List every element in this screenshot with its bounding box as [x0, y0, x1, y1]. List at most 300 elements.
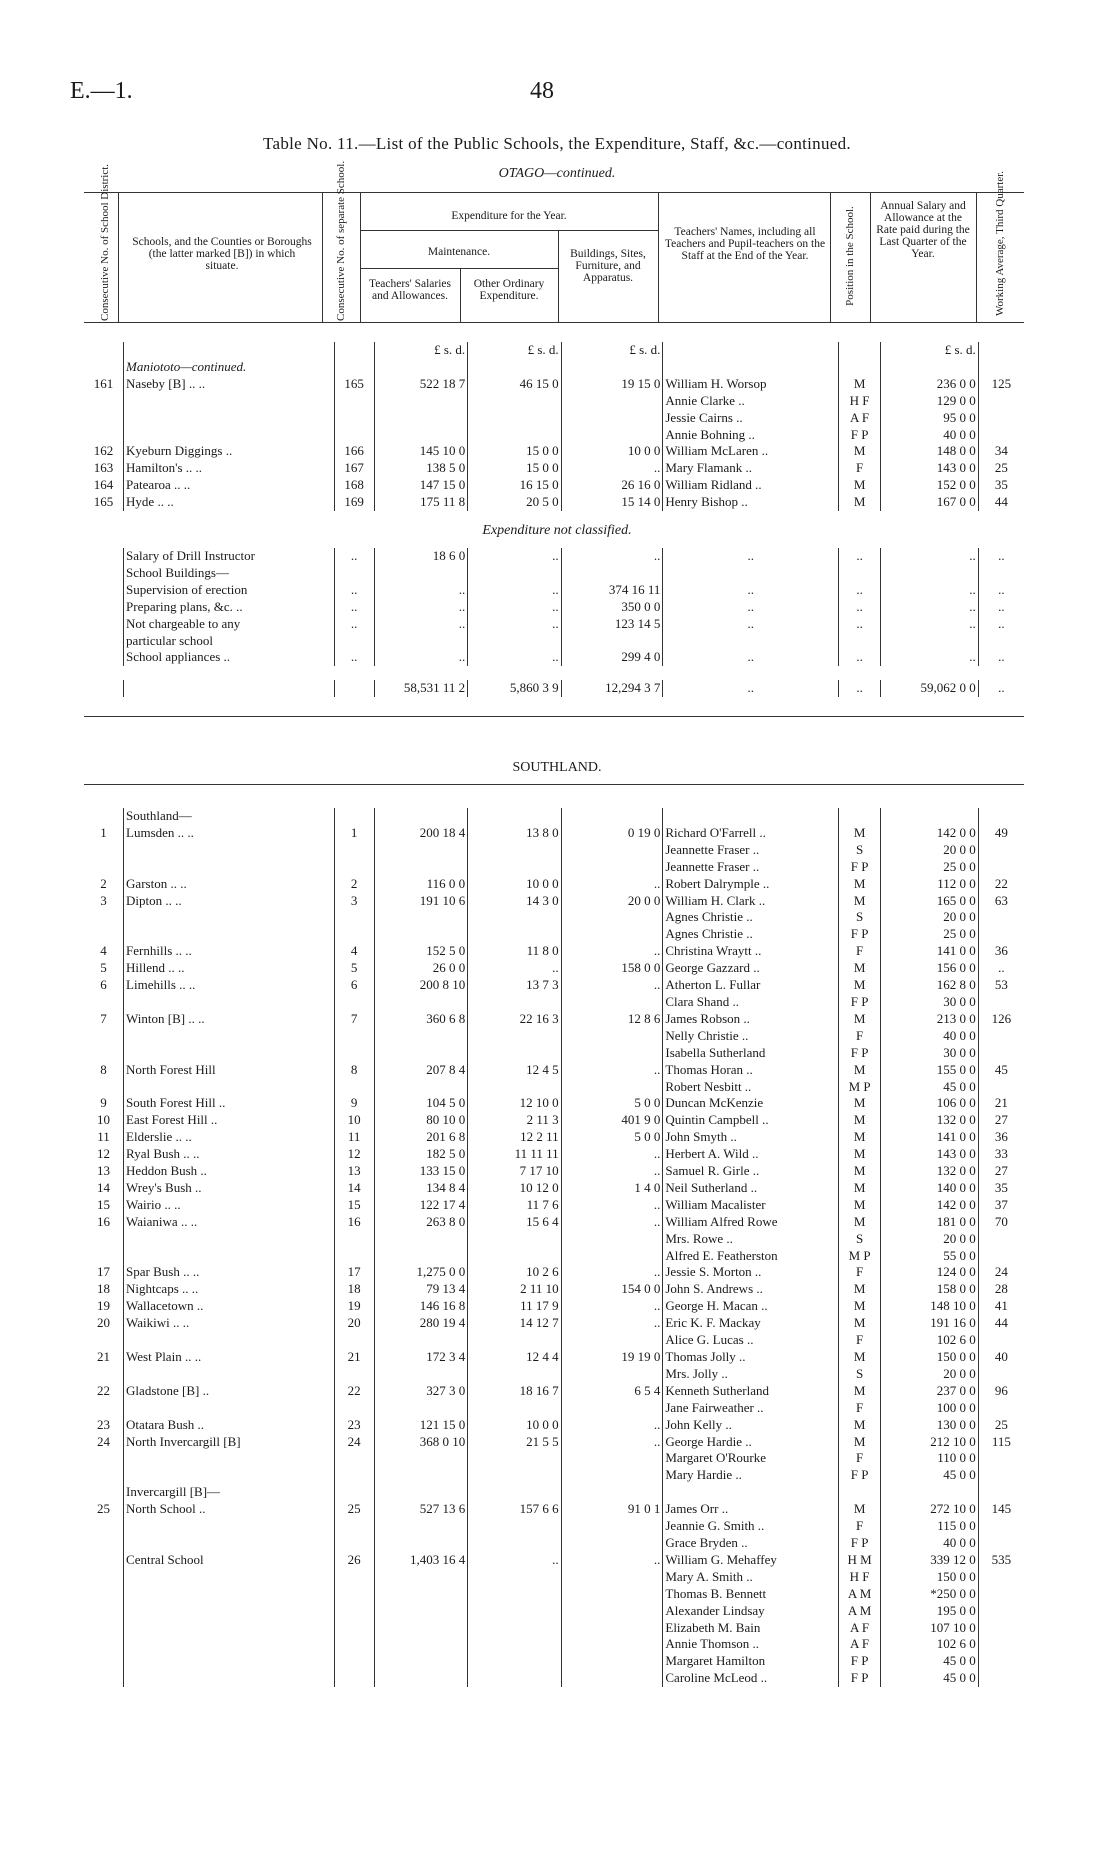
teacher-name: Neil Sutherland ..	[663, 1180, 839, 1197]
buildings: 15 14 0	[561, 494, 663, 511]
other-expenditure	[468, 1535, 561, 1552]
district-no: 163	[93, 460, 114, 476]
table-row	[84, 393, 1024, 410]
school-no	[334, 994, 374, 1011]
attendance: ..	[998, 598, 1005, 614]
school-no	[334, 1670, 374, 1687]
other-expenditure	[468, 1231, 561, 1248]
other-expenditure: 21 5 5	[468, 1434, 561, 1451]
teacher-name: Jeannie G. Smith ..	[663, 1518, 839, 1535]
school-no	[334, 859, 374, 876]
page-number: 48	[530, 78, 554, 104]
school-name: Southland—	[124, 808, 335, 825]
school-name: Fernhills .. ..	[124, 943, 335, 960]
school-name: Kyeburn Diggings ..	[124, 443, 335, 460]
school-no	[334, 1636, 374, 1653]
other-expenditure	[468, 909, 561, 926]
annual-salary: 142 0 0	[881, 825, 979, 842]
attendance	[978, 1535, 1024, 1552]
attendance	[978, 1569, 1024, 1586]
otago-table	[84, 342, 1024, 511]
buildings	[561, 1045, 663, 1062]
buildings: 5 0 0	[561, 1095, 663, 1112]
position: H F	[839, 393, 881, 410]
buildings: 401 9 0	[561, 1112, 663, 1129]
misc-table	[84, 548, 1024, 666]
teacher-name: Herbert A. Wild ..	[663, 1146, 839, 1163]
district-no: 161	[93, 375, 114, 391]
school-name	[124, 909, 335, 926]
salaries	[374, 393, 467, 410]
buildings	[561, 909, 663, 926]
teacher-name: Grace Bryden ..	[663, 1535, 839, 1552]
salaries	[374, 427, 467, 444]
salaries: 122 17 4	[374, 1197, 467, 1214]
other-expenditure: 22 16 3	[468, 1011, 561, 1028]
header-teachers: Teachers' Names, including all Teachers and Pupil-teachers on the Staff at the End of the Year.	[664, 226, 826, 262]
district-no	[84, 565, 124, 582]
position: S	[839, 1231, 881, 1248]
buildings	[561, 926, 663, 943]
table-row	[84, 1366, 1024, 1383]
position: S	[839, 1366, 881, 1383]
total-salaries: 58,531 11 2	[374, 680, 467, 697]
buildings	[561, 994, 663, 1011]
salaries	[374, 359, 467, 376]
annual-salary: 143 0 0	[881, 460, 979, 477]
annual-salary: 45 0 0	[881, 1670, 979, 1687]
position: ..	[839, 599, 881, 616]
other-expenditure: 12 4 5	[468, 1062, 561, 1079]
annual-salary: 150 0 0	[881, 1349, 979, 1366]
annual-salary: ..	[881, 582, 979, 599]
table-row	[84, 1501, 1024, 1518]
salaries	[374, 1484, 467, 1501]
district-no	[84, 599, 124, 616]
buildings	[561, 1400, 663, 1417]
position: M	[839, 1163, 881, 1180]
other-expenditure	[468, 427, 561, 444]
attendance	[978, 1400, 1024, 1417]
teacher-name: Isabella Sutherland	[663, 1045, 839, 1062]
annual-salary: 130 0 0	[881, 1417, 979, 1434]
school-name: Nightcaps .. ..	[124, 1281, 335, 1298]
other-expenditure	[468, 1484, 561, 1501]
other-expenditure	[468, 1332, 561, 1349]
school-name: Otatara Bush ..	[124, 1417, 335, 1434]
salaries: 263 8 0	[374, 1214, 467, 1231]
district-no: 162	[93, 443, 114, 459]
other-expenditure: ..	[468, 616, 561, 633]
buildings: ..	[561, 1197, 663, 1214]
salaries: 360 6 8	[374, 1011, 467, 1028]
teacher-name: Annie Clarke ..	[663, 393, 839, 410]
district-no: 9	[100, 1095, 107, 1111]
total-position: ..	[839, 680, 881, 697]
other-expenditure: 18 16 7	[468, 1383, 561, 1400]
buildings: 5 0 0	[561, 1129, 663, 1146]
attendance: 96	[994, 1382, 1008, 1398]
position: ..	[839, 582, 881, 599]
school-no: 12	[334, 1146, 374, 1163]
school-no: 17	[334, 1264, 374, 1281]
district-no: 5	[100, 960, 107, 976]
district-no: 18	[97, 1281, 111, 1297]
table-row	[84, 1670, 1024, 1687]
salaries	[374, 1653, 467, 1670]
attendance: 27	[994, 1112, 1008, 1128]
school-name: Elderslie .. ..	[124, 1129, 335, 1146]
school-no: 2	[334, 876, 374, 893]
table-row	[84, 1231, 1024, 1248]
annual-salary: 102 6 0	[881, 1332, 979, 1349]
school-name: North Invercargill [B]	[124, 1434, 335, 1451]
salaries: 200 8 10	[374, 977, 467, 994]
buildings: 299 4 0	[561, 649, 663, 666]
teacher-name: William H. Clark ..	[663, 893, 839, 910]
teacher-name: Jane Fairweather ..	[663, 1400, 839, 1417]
table-row	[84, 1281, 1024, 1298]
position: S	[839, 909, 881, 926]
salaries: 18 6 0	[374, 548, 467, 565]
annual-salary: 110 0 0	[881, 1450, 979, 1467]
teacher-name: Quintin Campbell ..	[663, 1112, 839, 1129]
district-no	[84, 1603, 124, 1620]
total-other: 5,860 3 9	[468, 680, 561, 697]
annual-salary: 55 0 0	[881, 1248, 979, 1265]
school-no: 15	[334, 1197, 374, 1214]
teacher-name: George H. Macan ..	[663, 1298, 839, 1315]
salaries: 134 8 4	[374, 1180, 467, 1197]
salaries	[374, 1569, 467, 1586]
teacher-name: Mrs. Jolly ..	[663, 1366, 839, 1383]
other-expenditure	[468, 410, 561, 427]
school-no	[334, 1484, 374, 1501]
attendance	[978, 1518, 1024, 1535]
position: F P	[839, 1670, 881, 1687]
attendance: 40	[994, 1349, 1008, 1364]
district-no	[84, 926, 124, 943]
district-no: 23	[97, 1416, 111, 1432]
teacher-name: Thomas Horan ..	[663, 1062, 839, 1079]
district-no	[84, 649, 124, 666]
attendance: 21	[994, 1095, 1008, 1111]
annual-salary: 112 0 0	[881, 876, 979, 893]
district-no	[84, 808, 124, 825]
school-name: Invercargill [B]—	[124, 1484, 335, 1501]
salaries: 147 15 0	[374, 477, 467, 494]
other-expenditure	[468, 1366, 561, 1383]
school-name	[124, 1620, 335, 1637]
attendance	[978, 808, 1024, 825]
position: M	[839, 1434, 881, 1451]
other-expenditure: ..	[468, 1552, 561, 1569]
school-name	[124, 926, 335, 943]
salaries	[374, 1400, 467, 1417]
attendance: ..	[998, 960, 1005, 976]
school-no: 11	[334, 1129, 374, 1146]
attendance	[978, 1079, 1024, 1096]
units-row	[84, 342, 1024, 359]
district-no	[84, 1620, 124, 1637]
attendance	[978, 359, 1024, 376]
table-row	[84, 1518, 1024, 1535]
attendance	[978, 1484, 1024, 1501]
teacher-name: Elizabeth M. Bain	[663, 1620, 839, 1637]
position: H M	[839, 1552, 881, 1569]
annual-salary: 132 0 0	[881, 1112, 979, 1129]
annual-salary: ..	[881, 548, 979, 565]
other-expenditure: 12 4 4	[468, 1349, 561, 1366]
buildings: ..	[561, 1315, 663, 1332]
position: M	[839, 1315, 881, 1332]
other-expenditure: 14 12 7	[468, 1315, 561, 1332]
attendance: 36	[994, 943, 1008, 959]
other-expenditure: 11 8 0	[468, 943, 561, 960]
position: M	[839, 1383, 881, 1400]
district-no: 1	[100, 824, 107, 840]
attendance: 22	[994, 875, 1008, 891]
salaries	[374, 410, 467, 427]
school-name	[124, 1670, 335, 1687]
attendance: 34	[994, 443, 1008, 459]
school-no	[334, 410, 374, 427]
table-row	[84, 1332, 1024, 1349]
table-row	[84, 1603, 1024, 1620]
teacher-name: Jessie Cairns ..	[663, 410, 839, 427]
teacher-name: Henry Bishop ..	[663, 494, 839, 511]
school-no: 6	[334, 977, 374, 994]
school-name: Not chargeable to any	[124, 616, 335, 633]
annual-salary	[881, 565, 979, 582]
salaries	[374, 1636, 467, 1653]
salaries: 138 5 0	[374, 460, 467, 477]
table-row	[84, 1028, 1024, 1045]
position: M	[839, 477, 881, 494]
annual-salary: 195 0 0	[881, 1603, 979, 1620]
attendance: 37	[994, 1196, 1008, 1212]
buildings	[561, 1636, 663, 1653]
salaries	[374, 1535, 467, 1552]
teacher-name: James Orr ..	[663, 1501, 839, 1518]
table-row	[84, 599, 1024, 616]
buildings	[561, 1535, 663, 1552]
position: A M	[839, 1586, 881, 1603]
buildings	[561, 1366, 663, 1383]
school-name: Salary of Drill Instructor	[124, 548, 335, 565]
table-row	[84, 477, 1024, 494]
other-expenditure	[468, 633, 561, 650]
position	[839, 633, 881, 650]
school-no	[334, 1028, 374, 1045]
table-row	[84, 427, 1024, 444]
table-row	[84, 494, 1024, 511]
attendance: 35	[994, 477, 1008, 493]
school-no	[334, 842, 374, 859]
annual-salary: 143 0 0	[881, 1146, 979, 1163]
table-row	[84, 1434, 1024, 1451]
school-no	[334, 1569, 374, 1586]
attendance: 63	[994, 892, 1008, 908]
school-no: 19	[334, 1298, 374, 1315]
other-expenditure: 11 17 9	[468, 1298, 561, 1315]
buildings	[561, 565, 663, 582]
salaries	[374, 859, 467, 876]
other-expenditure	[468, 1518, 561, 1535]
teacher-name: Nelly Christie ..	[663, 1028, 839, 1045]
annual-salary: 20 0 0	[881, 1231, 979, 1248]
district-no: 7	[100, 1010, 107, 1026]
other-expenditure	[468, 393, 561, 410]
position: M	[839, 1417, 881, 1434]
buildings	[561, 1518, 663, 1535]
attendance: 145	[991, 1501, 1012, 1517]
table-row	[84, 1011, 1024, 1028]
district-no: 20	[97, 1315, 111, 1331]
salaries: 146 16 8	[374, 1298, 467, 1315]
attendance: 49	[994, 824, 1008, 840]
buildings: ..	[561, 1298, 663, 1315]
school-no: 18	[334, 1281, 374, 1298]
school-no	[334, 1366, 374, 1383]
attendance: 70	[994, 1213, 1008, 1229]
attendance	[978, 427, 1024, 444]
district-no: 4	[100, 943, 107, 959]
buildings	[561, 1450, 663, 1467]
table-row	[84, 1400, 1024, 1417]
teacher-name: George Gazzard ..	[663, 960, 839, 977]
salaries: 79 13 4	[374, 1281, 467, 1298]
units-salaries: £ s. d.	[374, 342, 467, 359]
annual-salary: 45 0 0	[881, 1467, 979, 1484]
salaries: ..	[374, 616, 467, 633]
attendance: 27	[994, 1163, 1008, 1179]
attendance: 35	[994, 1179, 1008, 1195]
attendance: ..	[998, 581, 1005, 597]
school-name: Naseby [B] .. ..	[124, 376, 335, 393]
position: F P	[839, 1045, 881, 1062]
totals-row	[84, 680, 1024, 697]
school-name	[124, 1653, 335, 1670]
position: M	[839, 825, 881, 842]
district-no	[84, 633, 124, 650]
attendance: 36	[994, 1129, 1008, 1145]
buildings: 10 0 0	[561, 443, 663, 460]
district-no: 165	[93, 494, 114, 510]
school-no: 9	[334, 1095, 374, 1112]
teacher-name: Margaret Hamilton	[663, 1653, 839, 1670]
other-expenditure: 10 2 6	[468, 1264, 561, 1281]
district-no: 2	[100, 875, 107, 891]
attendance	[978, 1450, 1024, 1467]
school-name: Spar Bush .. ..	[124, 1264, 335, 1281]
buildings: 6 5 4	[561, 1383, 663, 1400]
school-no	[334, 1400, 374, 1417]
other-expenditure	[468, 565, 561, 582]
school-name: Heddon Bush ..	[124, 1163, 335, 1180]
school-name	[124, 1603, 335, 1620]
school-no: ..	[334, 649, 374, 666]
annual-salary: 162 8 0	[881, 977, 979, 994]
salaries	[374, 1518, 467, 1535]
header-position: Position in the School.	[844, 206, 856, 306]
school-name: West Plain .. ..	[124, 1349, 335, 1366]
position: M	[839, 1062, 881, 1079]
school-no: 26	[334, 1552, 374, 1569]
salaries: 527 13 6	[374, 1501, 467, 1518]
salaries: 104 5 0	[374, 1095, 467, 1112]
school-name	[124, 1366, 335, 1383]
teacher-name	[663, 565, 839, 582]
annual-salary: 115 0 0	[881, 1518, 979, 1535]
annual-salary: 30 0 0	[881, 994, 979, 1011]
attendance: ..	[998, 548, 1005, 563]
other-expenditure: 11 11 11	[468, 1146, 561, 1163]
school-no	[334, 359, 374, 376]
school-no: 1	[334, 825, 374, 842]
district-no	[84, 1045, 124, 1062]
annual-salary: 132 0 0	[881, 1163, 979, 1180]
attendance: 125	[991, 375, 1012, 391]
buildings: ..	[561, 1163, 663, 1180]
teacher-name	[663, 633, 839, 650]
buildings: ..	[561, 1552, 663, 1569]
other-expenditure: ..	[468, 649, 561, 666]
buildings: 12 8 6	[561, 1011, 663, 1028]
table-row	[84, 1163, 1024, 1180]
position: F	[839, 460, 881, 477]
school-name: East Forest Hill ..	[124, 1112, 335, 1129]
salaries	[374, 1079, 467, 1096]
school-name	[124, 1586, 335, 1603]
position: M	[839, 1095, 881, 1112]
table-row	[84, 616, 1024, 633]
annual-salary: 102 6 0	[881, 1636, 979, 1653]
other-expenditure: 15 0 0	[468, 460, 561, 477]
school-name: Hillend .. ..	[124, 960, 335, 977]
annual-salary: 181 0 0	[881, 1214, 979, 1231]
school-name	[124, 393, 335, 410]
page-code: E.—1.	[70, 78, 133, 104]
school-name	[124, 1045, 335, 1062]
school-no: 23	[334, 1417, 374, 1434]
other-expenditure: 14 3 0	[468, 893, 561, 910]
other-expenditure: 20 5 0	[468, 494, 561, 511]
position: M	[839, 443, 881, 460]
school-name: Wallacetown ..	[124, 1298, 335, 1315]
school-no	[334, 427, 374, 444]
table-row	[84, 1450, 1024, 1467]
buildings	[561, 393, 663, 410]
annual-salary: 25 0 0	[881, 926, 979, 943]
district-no	[84, 616, 124, 633]
annual-salary: ..	[881, 616, 979, 633]
school-no	[334, 565, 374, 582]
school-name: Waianiwa .. ..	[124, 1214, 335, 1231]
salaries: 182 5 0	[374, 1146, 467, 1163]
region-label: OTAGO—continued.	[498, 166, 616, 181]
salaries: 121 15 0	[374, 1417, 467, 1434]
school-name	[124, 1569, 335, 1586]
school-no	[334, 1620, 374, 1637]
attendance	[978, 1653, 1024, 1670]
teacher-name: Samuel R. Girle ..	[663, 1163, 839, 1180]
units-other: £ s. d.	[468, 342, 561, 359]
attendance: 126	[991, 1010, 1012, 1026]
southland-table	[84, 808, 1024, 1687]
table-row	[84, 876, 1024, 893]
annual-salary: 148 0 0	[881, 443, 979, 460]
